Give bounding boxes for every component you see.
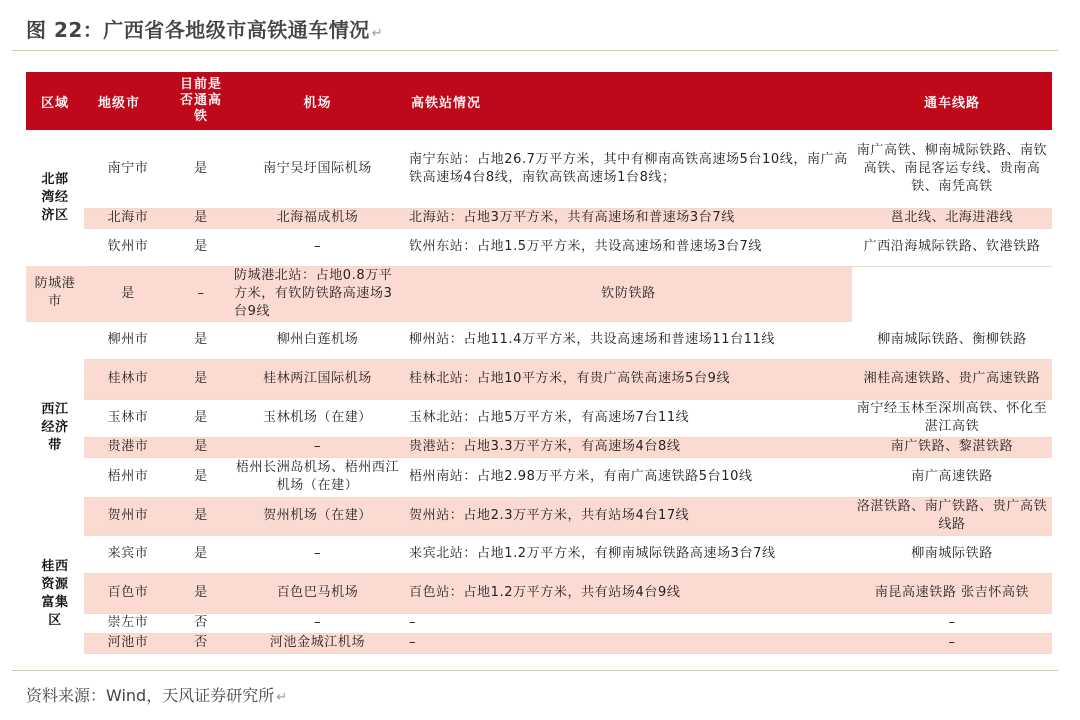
open-cell: 是 (172, 437, 230, 457)
open-cell: 是 (172, 535, 230, 573)
station-cell: – (405, 613, 852, 633)
open-cell: 是 (172, 359, 230, 399)
city-cell: 河池市 (84, 633, 172, 653)
open-cell: 是 (172, 321, 230, 359)
city-cell: 崇左市 (84, 613, 172, 633)
table-row (26, 208, 1052, 228)
header-city: 地级市 (84, 72, 172, 130)
region-cell (26, 130, 84, 266)
airport-cell: 河池金城江机场 (230, 633, 405, 653)
routes-cell: 南广铁路、黎湛铁路 (852, 437, 1052, 457)
station-cell: – (405, 633, 852, 653)
airport-cell: 桂林两江国际机场 (230, 359, 405, 399)
return-mark-icon: ↵ (371, 26, 384, 41)
airport-cell: – (230, 535, 405, 573)
region-label: 西江经济带 (41, 402, 69, 454)
station-cell: 贵港站：占地3.3万平方米，有高速场4台8线 (405, 437, 852, 457)
routes-cell: 邕北线、北海进港线 (852, 208, 1052, 228)
header-open: 目前是否通高铁 (172, 72, 230, 130)
top-divider (12, 50, 1058, 51)
airport-cell: 南宁吴圩国际机场 (230, 130, 405, 208)
table-row (26, 535, 1052, 573)
open-cell: 是 (172, 497, 230, 535)
table-row (26, 457, 1052, 497)
routes-cell: 湘桂高速铁路、贵广高速铁路 (852, 359, 1052, 399)
region-label: 桂西资源富集区 (41, 559, 69, 628)
city-cell: 防城港市 (26, 266, 84, 321)
open-cell: 否 (172, 633, 230, 653)
city-cell: 玉林市 (84, 399, 172, 437)
open-cell: 是 (84, 266, 172, 321)
station-cell: 钦州东站：占地1.5万平方米，共设高速场和普速场3台7线 (405, 228, 852, 266)
table-row (26, 228, 1052, 266)
table-row (26, 130, 1052, 208)
city-cell: 钦州市 (84, 228, 172, 266)
table-row (26, 266, 1052, 321)
station-cell: 来宾北站：占地1.2万平方米，有柳南城际铁路高速场3台7线 (405, 535, 852, 573)
station-cell: 贺州站：占地2.3万平方米，共有站场4台17线 (405, 497, 852, 535)
region-cell (26, 321, 84, 535)
header-routes: 通车线路 (852, 72, 1052, 130)
table-row (26, 633, 1052, 653)
rail-table (26, 72, 1052, 654)
table-row (26, 321, 1052, 359)
routes-cell: 南昆高速铁路 张吉怀高铁 (852, 573, 1052, 613)
table-row (26, 573, 1052, 613)
open-cell: 是 (172, 130, 230, 208)
station-cell: 玉林北站：占地5万平方米，有高速场7台11线 (405, 399, 852, 437)
return-mark-icon: ↵ (276, 690, 288, 705)
table-row (26, 437, 1052, 457)
header-station: 高铁站情况 (405, 72, 852, 130)
city-cell: 柳州市 (84, 321, 172, 359)
airport-cell: 贺州机场（在建） (230, 497, 405, 535)
city-cell: 桂林市 (84, 359, 172, 399)
city-cell: 北海市 (84, 208, 172, 228)
table-row (26, 497, 1052, 535)
airport-cell: – (230, 228, 405, 266)
city-cell: 梧州市 (84, 457, 172, 497)
airport-cell: 柳州白莲机场 (230, 321, 405, 359)
bottom-divider (12, 670, 1058, 671)
table-row (26, 359, 1052, 399)
open-cell: 是 (172, 208, 230, 228)
station-cell: 北海站：占地3万平方米，共有高速场和普速场3台7线 (405, 208, 852, 228)
region-cell (26, 535, 84, 653)
region-label: 北部湾经济区 (41, 172, 69, 223)
station-cell: 防城港北站：占地0.8万平方米，有钦防铁路高速场3台9线 (230, 266, 405, 321)
routes-cell: 南广高铁、柳南城际铁路、南钦高铁、南昆客运专线、贵南高铁、南凭高铁 (852, 130, 1052, 208)
open-cell: 是 (172, 573, 230, 613)
routes-cell: – (852, 633, 1052, 653)
station-cell: 柳州站：占地11.4万平方米，共设高速场和普速场11台11线 (405, 321, 852, 359)
routes-cell: 南广高速铁路 (852, 457, 1052, 497)
airport-cell: 玉林机场（在建） (230, 399, 405, 437)
airport-cell: 百色巴马机场 (230, 573, 405, 613)
city-cell: 南宁市 (84, 130, 172, 208)
header-region: 区域 (26, 72, 84, 130)
station-cell: 梧州南站：占地2.98万平方米，有南广高速铁路5台10线 (405, 457, 852, 497)
station-cell: 南宁东站：占地26.7万平方米，其中有柳南高铁高速场5台10线，南广高铁高速场4台8线，南钦高铁高速场1台8线； (405, 130, 852, 208)
airport-cell: – (172, 266, 230, 321)
routes-cell: 钦防铁路 (405, 266, 852, 321)
airport-cell: – (230, 437, 405, 457)
airport-cell: 北海福成机场 (230, 208, 405, 228)
city-cell: 贵港市 (84, 437, 172, 457)
table-row (26, 613, 1052, 633)
routes-cell: 洛湛铁路、南广铁路、贵广高铁线路 (852, 497, 1052, 535)
station-cell: 百色站：占地1.2万平方米，共有站场4台9线 (405, 573, 852, 613)
city-cell: 来宾市 (84, 535, 172, 573)
routes-cell: 广西沿海城际铁路、钦港铁路 (852, 228, 1052, 266)
city-cell: 贺州市 (84, 497, 172, 535)
table-header-row (26, 72, 1052, 130)
open-cell: 是 (172, 228, 230, 266)
open-cell: 是 (172, 457, 230, 497)
city-cell: 百色市 (84, 573, 172, 613)
routes-cell: 柳南城际铁路、衡柳铁路 (852, 321, 1052, 359)
open-cell: 否 (172, 613, 230, 633)
header-airport: 机场 (230, 72, 405, 130)
table-row (26, 399, 1052, 437)
airport-cell: 梧州长洲岛机场、梧州西江机场（在建） (230, 457, 405, 497)
routes-cell: 柳南城际铁路 (852, 535, 1052, 573)
source-note: 资料来源：Wind，天风证券研究所 ↵ (26, 686, 288, 705)
airport-cell: – (230, 613, 405, 633)
open-cell: 是 (172, 399, 230, 437)
routes-cell: – (852, 613, 1052, 633)
station-cell: 桂林北站：占地10平方米，有贵广高铁高速场5台9线 (405, 359, 852, 399)
figure-title: 图 22：广西省各地级市高铁通车情况 ↵ (26, 18, 384, 42)
routes-cell: 南宁经玉林至深圳高铁、怀化至湛江高铁 (852, 399, 1052, 437)
